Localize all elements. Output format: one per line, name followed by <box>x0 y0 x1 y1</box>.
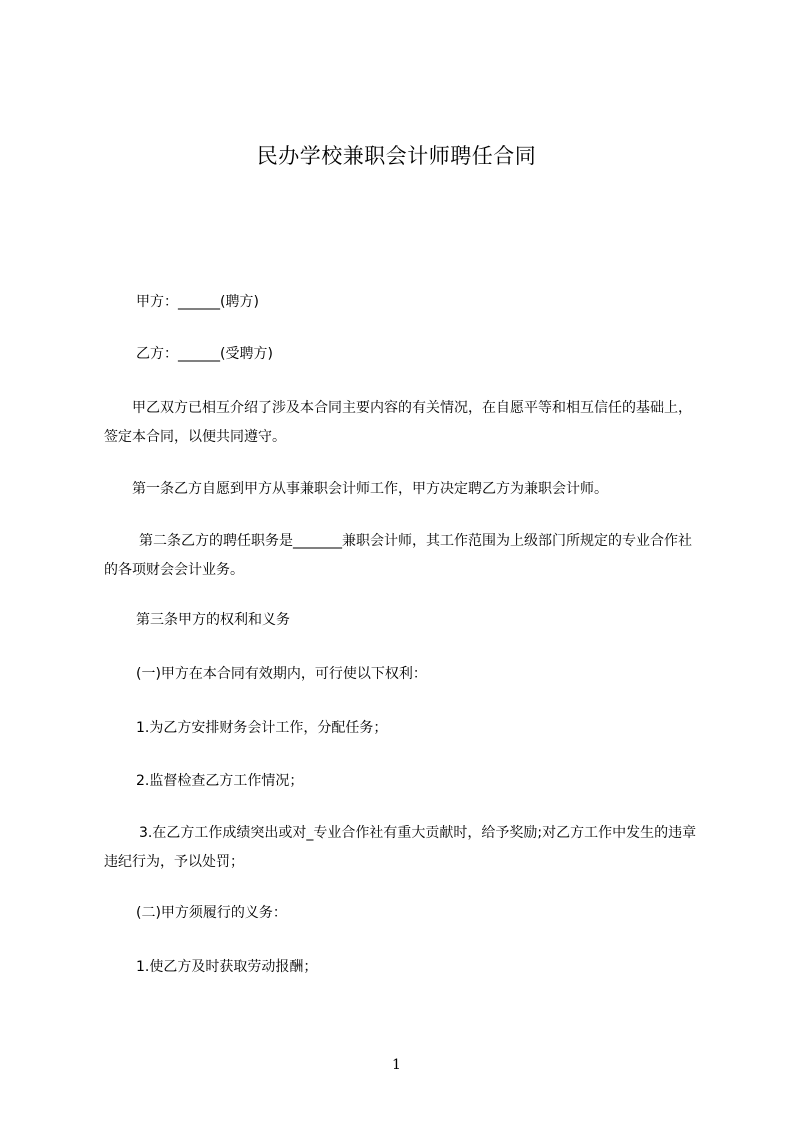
article-2-paragraph: 第二条乙方的聘任职务是_______兼职会计师，其工作范围为上级部门所规定的专业合作社的各项财会会计业务。 <box>104 533 692 578</box>
rights-item-3: 3.在乙方工作成绩突出或对_专业合作社有重大贡献时，给予奖励;对乙方工作中发生的违章违纪行为，予以处罚； <box>104 825 697 870</box>
preamble-paragraph: 甲乙双方已相互介绍了涉及本合同主要内容的有关情况，在自愿平等和相互信任的基础上，签定本合同，以便共同遵守。 <box>104 400 692 445</box>
article-1-paragraph: 第一条乙方自愿到甲方从事兼职会计师工作，甲方决定聘乙方为兼职会计师。 <box>132 481 608 497</box>
article-3-duties-heading: (二)甲方须履行的义务： <box>136 905 287 921</box>
document-title: 民办学校兼职会计师聘任合同 <box>256 144 537 168</box>
article-3-heading: 第三条甲方的权利和义务 <box>136 612 290 628</box>
party-a-line: 甲方：______(聘方) <box>136 294 259 310</box>
page-number: 1 <box>392 1057 401 1073</box>
rights-item-2: 2.监督检查乙方工作情况； <box>136 773 304 789</box>
rights-item-1: 1.为乙方安排财务会计工作，分配任务； <box>136 720 388 736</box>
duties-item-1: 1.使乙方及时获取劳动报酬； <box>136 959 318 975</box>
article-3-rights-heading: (一)甲方在本合同有效期内，可行使以下权利： <box>136 666 427 682</box>
party-b-line: 乙方：______(受聘方) <box>136 346 273 362</box>
